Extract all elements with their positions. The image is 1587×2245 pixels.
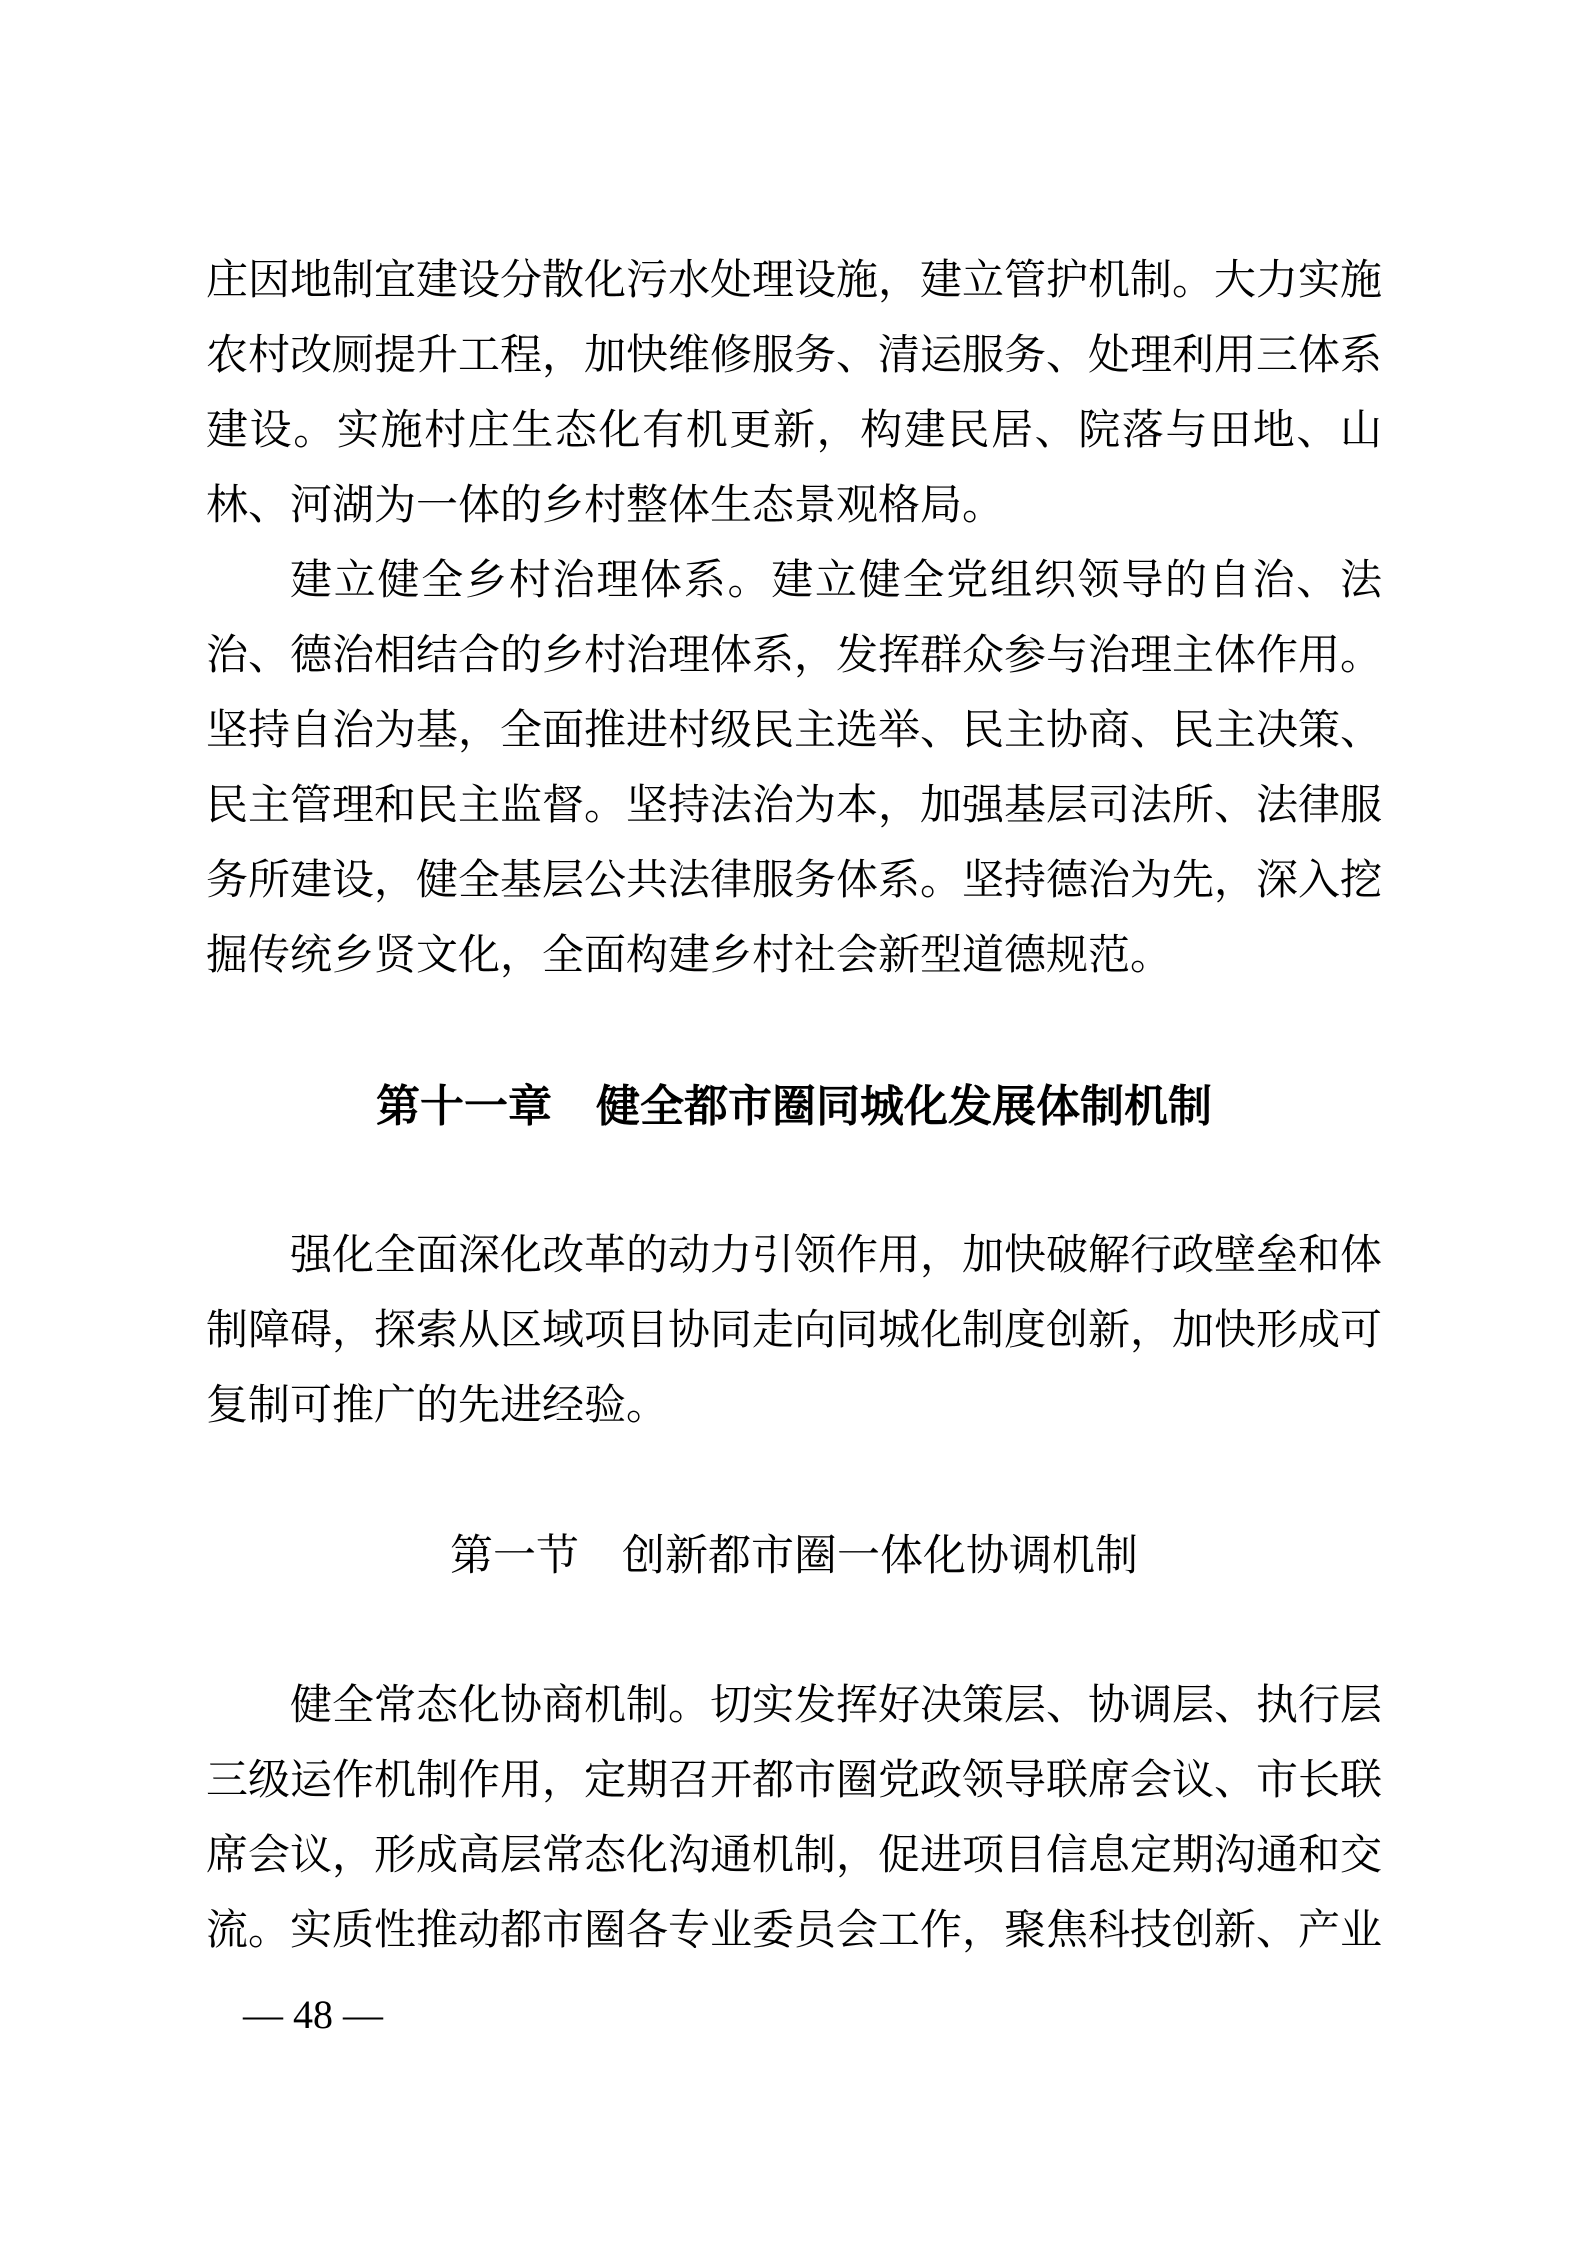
section-heading: 第一节 创新都市圈一体化协调机制 bbox=[450, 1533, 1138, 1580]
document-body bbox=[206, 244, 1382, 1969]
paragraph-rural-governance: 建立健全乡村治理体系。建立健全党组织领导的自治、法治、德治相结合的乡村治理体系，发挥群众参与治理主体作用。坚持自治为基，全面推进村级民主选举、民主协商、民主决策、民主管理和民主监督。坚持法治为本，加强基层司法所、法律服务所建设，健全基层公共法律服务体系。坚持德治为先，深入挖掘传统乡贤文化，全面构建乡村社会新型道德规范。 bbox=[206, 558, 1383, 979]
paragraph-consultation-mechanism: 健全常态化协商机制。切实发挥好决策层、协调层、执行层三级运作机制作用，定期召开都市圈党政领导联席会议、市长联席会议，形成高层常态化沟通机制，促进项目信息定期沟通和交流。实质性推动都市圈各专业委员会工作，聚焦科技创新、产业 bbox=[206, 1683, 1383, 1954]
paragraph-continuation: 庄因地制宜建设分散化污水处理设施，建立管护机制。大力实施农村改厕提升工程，加快维修服务、清运服务、处理利用三体系建设。实施村庄生态化有机更新，构建民居、院落与田地、山林、河湖为一体的乡村整体生态景观格局。 bbox=[206, 258, 1383, 529]
page-footer bbox=[243, 1992, 383, 2038]
page-number: — 48 — bbox=[243, 1992, 383, 2037]
chapter-heading: 第十一章 健全都市圈同城化发展体制机制 bbox=[376, 1082, 1212, 1131]
paragraph-reform-intro: 强化全面深化改革的动力引领作用，加快破解行政壁垒和体制障碍，探索从区域项目协同走向同城化制度创新，加快形成可复制可推广的先进经验。 bbox=[206, 1233, 1383, 1429]
